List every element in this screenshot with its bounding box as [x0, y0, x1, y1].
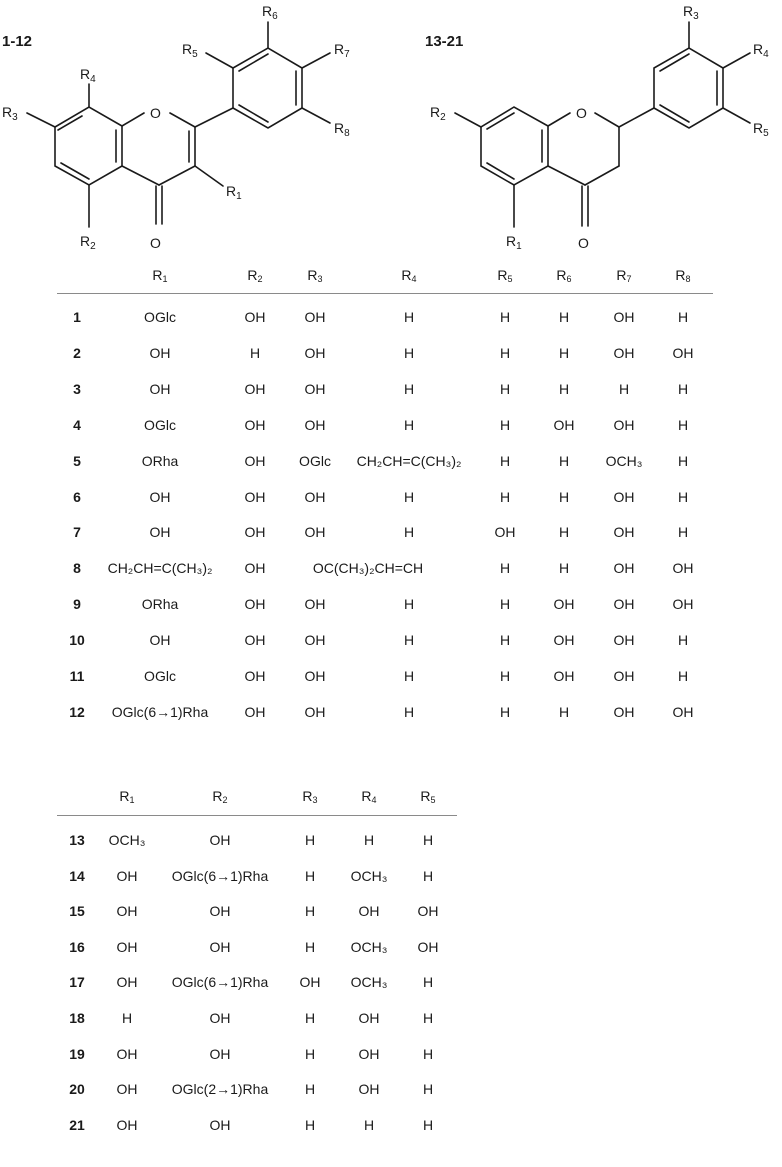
- carbonyl-oxygen-b: O: [578, 235, 589, 251]
- substituent-r3: OH: [304, 416, 326, 433]
- compound-number: 7: [73, 524, 81, 541]
- substituent-r6: H: [558, 560, 570, 577]
- substituent-r3: OH: [304, 309, 326, 325]
- substituent-r5: H: [422, 974, 434, 991]
- substituent-r3: OH: [304, 703, 326, 720]
- structure-diagrams: [0, 0, 782, 262]
- substituent-r5: H: [422, 1081, 434, 1098]
- substituent-r4: OH: [358, 903, 380, 920]
- substituent-r3: OH: [299, 974, 321, 991]
- header-r5: $R_5$: [497, 267, 513, 284]
- flavone-bonds: [27, 22, 330, 227]
- header-r2: $R_2$: [247, 267, 263, 284]
- label-b-r2: $R_2$: [430, 104, 446, 123]
- substituent-r5: H: [499, 488, 511, 505]
- substituent-r7: OH: [613, 703, 635, 720]
- substituent-r5: OH: [417, 903, 439, 920]
- substituent-r5: H: [422, 832, 434, 848]
- substituent-r5: H: [499, 560, 511, 577]
- substituent-r4: H: [403, 488, 415, 505]
- substituent-r1: OH: [149, 488, 171, 505]
- table-row: [0, 594, 782, 614]
- table-row: [0, 415, 782, 435]
- substituent-r6: H: [558, 380, 570, 397]
- substituent-r6: H: [558, 488, 570, 505]
- substituent-r1: OH: [149, 632, 171, 649]
- header-r6: $R_6$: [556, 267, 572, 284]
- substituent-r6: OH: [553, 416, 575, 433]
- label-b-r4: $R_4$: [753, 41, 769, 60]
- substituent-r1: OH: [116, 974, 138, 991]
- substituent-r3: OGlc: [299, 452, 331, 469]
- substituent-r5: H: [422, 1116, 434, 1133]
- substituent-r1: OGlc: [144, 309, 176, 325]
- compound-number: 2: [73, 344, 81, 361]
- header2-r3: $R_3$: [302, 788, 318, 805]
- table-row: [0, 1115, 782, 1135]
- substituent-r1: ORha: [141, 452, 179, 469]
- substituent-r2: OH: [209, 903, 231, 920]
- compound-number: 17: [69, 974, 85, 991]
- table-row: [0, 307, 782, 327]
- substituent-r4: OCH₃: [350, 974, 388, 991]
- substituent-r5: H: [499, 344, 511, 361]
- substituent-r2: OH: [244, 524, 266, 541]
- header2-r4: $R_4$: [361, 788, 377, 805]
- substituent-table-1-12: [0, 265, 782, 785]
- substituent-r4: OCH₃: [350, 867, 388, 884]
- substituent-r6: H: [558, 703, 570, 720]
- table-row: [0, 702, 782, 722]
- substituent-r1: OGlc: [144, 416, 176, 433]
- substituent-r5: H: [499, 452, 511, 469]
- label-a-r6: $R_6$: [262, 3, 278, 22]
- substituent-r2: OH: [244, 309, 266, 325]
- substituent-r4: H: [403, 668, 415, 684]
- substituent-r2: OH: [209, 832, 231, 848]
- substituent-r7: OH: [613, 560, 635, 577]
- substituent-r3: H: [304, 832, 316, 848]
- substituent-r2: H: [249, 344, 261, 361]
- substituent-r3: H: [304, 938, 316, 955]
- substituent-r1: OCH₃: [108, 832, 146, 848]
- header2-r5: $R_5$: [420, 788, 436, 805]
- substituent-r3: OH: [304, 524, 326, 541]
- substituent-r8: OH: [672, 344, 694, 361]
- table-row: [0, 558, 782, 578]
- substituent-r7: H: [618, 380, 630, 397]
- substituent-r3: H: [304, 1116, 316, 1133]
- compound-number: 19: [69, 1045, 85, 1062]
- compound-number: 15: [69, 903, 85, 920]
- substituent-r8: H: [677, 416, 689, 433]
- substituent-r4: OH: [358, 1081, 380, 1098]
- substituent-r8: H: [677, 380, 689, 397]
- table-row: [0, 379, 782, 399]
- substituent-r2: OH: [244, 380, 266, 397]
- substituent-r3: OH: [304, 632, 326, 649]
- substituent-r5: H: [422, 1010, 434, 1026]
- substituent-r1: OH: [149, 344, 171, 361]
- label-a-r8: $R_8$: [334, 120, 350, 139]
- substituent-r4: H: [403, 703, 415, 720]
- header-r4: $R_4$: [401, 267, 417, 284]
- substituent-r3: OH: [304, 488, 326, 505]
- substituent-r8: OH: [672, 560, 694, 577]
- flavanone-bonds: [455, 22, 750, 227]
- substituent-r7: OH: [613, 344, 635, 361]
- table-row: [0, 1044, 782, 1064]
- label-b-r3: $R_3$: [683, 3, 699, 22]
- substituent-r4: H: [363, 1116, 375, 1133]
- substituent-r8: H: [677, 668, 689, 684]
- ring-oxygen-a: O: [150, 105, 161, 121]
- substituent-r4: OH: [358, 1010, 380, 1026]
- substituent-r1: H: [121, 1010, 133, 1026]
- table-row: [0, 866, 782, 886]
- substituent-r7: OH: [613, 309, 635, 325]
- substituent-r1: OH: [149, 524, 171, 541]
- substituent-r2: OH: [209, 1045, 231, 1062]
- substituent-r3: OC(CH₃)₂CH=CH: [312, 560, 424, 577]
- substituent-r6: H: [558, 452, 570, 469]
- compound-number: 10: [69, 632, 85, 649]
- substituent-r3: H: [304, 1045, 316, 1062]
- substituent-r5: OH: [494, 524, 516, 541]
- substituent-r1: CH₂CH=C(CH₃)₂: [107, 560, 213, 577]
- substituent-r5: H: [422, 867, 434, 884]
- header-r3: $R_3$: [307, 267, 323, 284]
- table1-header: [0, 265, 782, 285]
- substituent-r1: OH: [116, 938, 138, 955]
- substituent-r4: H: [403, 380, 415, 397]
- substituent-r1: OH: [116, 1116, 138, 1133]
- substituent-r6: OH: [553, 668, 575, 684]
- substituent-r8: OH: [672, 596, 694, 613]
- substituent-r6: H: [558, 524, 570, 541]
- structure-b-title: 13-21: [425, 33, 464, 50]
- compound-number: 8: [73, 560, 81, 577]
- substituent-r2: OH: [209, 938, 231, 955]
- substituent-r2: OH: [244, 488, 266, 505]
- label-a-r1: $R_1$: [226, 183, 242, 202]
- substituent-r2: OH: [209, 1010, 231, 1026]
- table-row: [0, 487, 782, 507]
- compound-number: 21: [69, 1116, 85, 1133]
- substituent-table-13-21: [0, 786, 782, 1167]
- label-a-r5: $R_5$: [182, 41, 198, 60]
- substituent-r2: OGlc(2→1)Rha: [171, 1081, 269, 1098]
- substituent-r7: OH: [613, 668, 635, 684]
- substituent-r5: H: [499, 380, 511, 397]
- substituent-r3: OH: [304, 380, 326, 397]
- substituent-r8: OH: [672, 703, 694, 720]
- substituent-r1: OGlc(6→1)Rha: [111, 703, 209, 720]
- table-row: [0, 451, 782, 471]
- label-a-r4: $R_4$: [80, 66, 96, 85]
- table2-header-rule: [57, 815, 457, 816]
- header-r7: $R_7$: [616, 267, 632, 284]
- table1-header-rule: [57, 293, 713, 294]
- substituent-r4: OH: [358, 1045, 380, 1062]
- substituent-r4: OCH₃: [350, 938, 388, 955]
- table-row: [0, 666, 782, 686]
- compound-number: 9: [73, 596, 81, 613]
- substituent-r3: H: [304, 1010, 316, 1026]
- substituent-r3: OH: [304, 596, 326, 613]
- label-b-r1: $R_1$: [506, 233, 522, 252]
- compound-number: 14: [69, 867, 85, 884]
- header2-r2: $R_2$: [212, 788, 228, 805]
- substituent-r5: H: [499, 596, 511, 613]
- substituent-r7: OH: [613, 524, 635, 541]
- substituent-r2: OGlc(6→1)Rha: [171, 974, 269, 991]
- substituent-r1: OH: [116, 867, 138, 884]
- table-row: [0, 1008, 782, 1028]
- substituent-r7: OCH₃: [605, 452, 643, 469]
- substituent-r7: OH: [613, 416, 635, 433]
- substituent-r3: H: [304, 903, 316, 920]
- header-r1: $R_1$: [152, 267, 168, 284]
- table-row: [0, 522, 782, 542]
- table-row: [0, 630, 782, 650]
- substituent-r4: H: [403, 632, 415, 649]
- substituent-r4: H: [403, 596, 415, 613]
- substituent-r2: OH: [244, 560, 266, 577]
- table2-header: [0, 786, 782, 806]
- compound-number: 13: [69, 832, 85, 848]
- substituent-r2: OH: [244, 668, 266, 684]
- header-r8: $R_8$: [675, 267, 691, 284]
- label-b-r5: $R_5$: [753, 120, 769, 139]
- substituent-r2: OGlc(6→1)Rha: [171, 867, 269, 884]
- substituent-r4: H: [403, 309, 415, 325]
- substituent-r5: H: [422, 1045, 434, 1062]
- compound-number: 12: [69, 703, 85, 720]
- substituent-r5: H: [499, 309, 511, 325]
- substituent-r1: OH: [149, 380, 171, 397]
- substituent-r4: H: [363, 832, 375, 848]
- substituent-r2: OH: [244, 703, 266, 720]
- compound-number: 5: [73, 452, 81, 469]
- substituent-r5: H: [499, 668, 511, 684]
- substituent-r5: H: [499, 416, 511, 433]
- substituent-r3: H: [304, 1081, 316, 1098]
- compound-number: 16: [69, 938, 85, 955]
- substituent-r3: OH: [304, 344, 326, 361]
- header2-r1: $R_1$: [119, 788, 135, 805]
- compound-number: 20: [69, 1081, 85, 1098]
- table-row: [0, 937, 782, 957]
- substituent-r7: OH: [613, 488, 635, 505]
- table-row: [0, 901, 782, 921]
- substituent-r3: OH: [304, 668, 326, 684]
- compound-number: 3: [73, 380, 81, 397]
- ring-oxygen-b: O: [576, 105, 587, 121]
- substituent-r1: OH: [116, 1081, 138, 1098]
- substituent-r5: OH: [417, 938, 439, 955]
- substituent-r1: ORha: [141, 596, 179, 613]
- substituent-r2: OH: [209, 1116, 231, 1133]
- substituent-r5: H: [499, 703, 511, 720]
- substituent-r6: OH: [553, 632, 575, 649]
- compound-number: 4: [73, 416, 81, 433]
- substituent-r2: OH: [244, 452, 266, 469]
- carbonyl-oxygen-a: O: [150, 235, 161, 251]
- compound-number: 1: [73, 309, 81, 325]
- substituent-r6: OH: [553, 596, 575, 613]
- substituent-r2: OH: [244, 416, 266, 433]
- label-a-r3: $R_3$: [2, 104, 18, 123]
- table-row: [0, 343, 782, 363]
- table-row: [0, 1079, 782, 1099]
- substituent-r2: OH: [244, 632, 266, 649]
- substituent-r8: H: [677, 309, 689, 325]
- substituent-r6: H: [558, 309, 570, 325]
- substituent-r8: H: [677, 524, 689, 541]
- label-a-r2: $R_2$: [80, 233, 96, 252]
- substituent-r8: H: [677, 488, 689, 505]
- structure-a-title: 1-12: [2, 33, 33, 50]
- substituent-r2: OH: [244, 596, 266, 613]
- substituent-r8: H: [677, 632, 689, 649]
- substituent-r4: H: [403, 524, 415, 541]
- compound-number: 6: [73, 488, 81, 505]
- substituent-r4: H: [403, 416, 415, 433]
- table-row: [0, 830, 782, 850]
- substituent-r3: H: [304, 867, 316, 884]
- substituent-r8: H: [677, 452, 689, 469]
- compound-number: 11: [69, 668, 85, 684]
- table-row: [0, 972, 782, 992]
- substituent-r1: OH: [116, 1045, 138, 1062]
- substituent-r6: H: [558, 344, 570, 361]
- substituent-r1: OGlc: [144, 668, 176, 684]
- substituent-r1: OH: [116, 903, 138, 920]
- substituent-r4: CH₂CH=C(CH₃)₂: [356, 452, 462, 469]
- substituent-r4: H: [403, 344, 415, 361]
- substituent-r5: H: [499, 632, 511, 649]
- compound-number: 18: [69, 1010, 85, 1026]
- substituent-r7: OH: [613, 632, 635, 649]
- substituent-r7: OH: [613, 596, 635, 613]
- label-a-r7: $R_7$: [334, 41, 350, 60]
